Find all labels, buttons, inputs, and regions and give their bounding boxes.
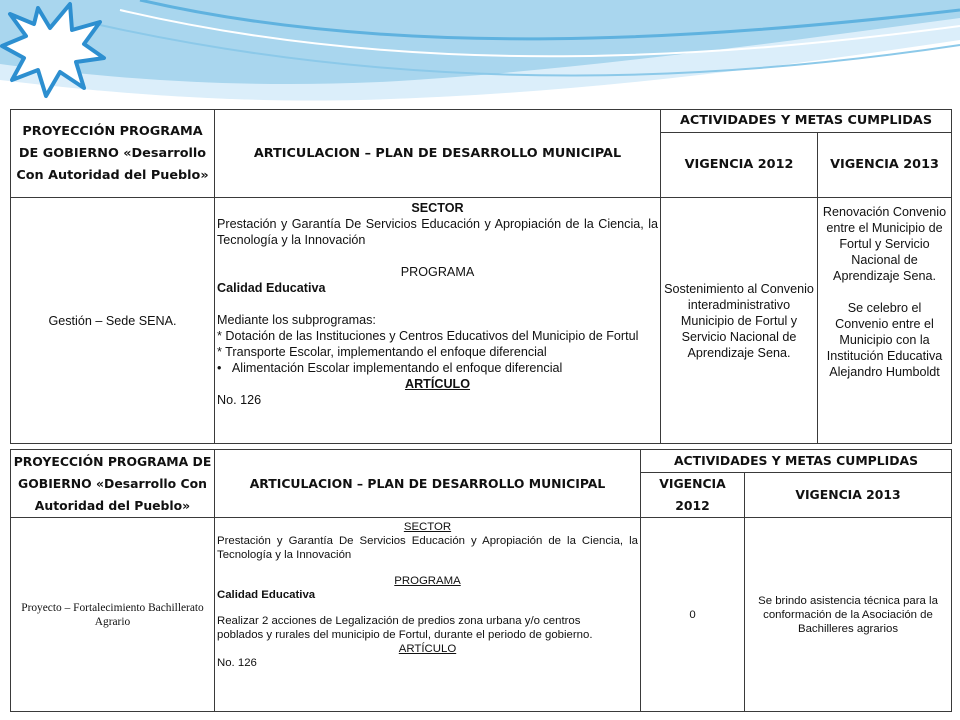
header-vigencia-2013: VIGENCIA 2013	[745, 473, 952, 518]
subprograma-3: • Alimentación Escolar implementando el enfoque diferencial	[217, 360, 658, 376]
articulo-title: ARTÍCULO	[404, 377, 471, 391]
starburst-icon	[0, 0, 110, 100]
vigencia-2013-value: Se brindo asistencia técnica para la conformación de la Asociación de Bachilleres agrarios	[745, 518, 952, 712]
programa-name: Calidad Educativa	[217, 589, 316, 601]
program-table-1	[10, 109, 952, 444]
project-name: Proyecto – Fortalecimiento Bachillerato Agrario	[11, 518, 215, 712]
programa-title: PROGRAMA	[394, 575, 461, 587]
header-vigencia-2012: VIGENCIA 2012	[661, 133, 818, 198]
subprogramas-intro: Mediante los subprogramas:	[217, 313, 376, 327]
articulation-cell	[215, 198, 661, 444]
vigencia-2012-value: 0	[641, 518, 745, 712]
header-wave-decoration	[0, 0, 960, 120]
articulo-title: ARTÍCULO	[398, 643, 457, 655]
header-program-projection: PROYECCIÓN PROGRAMA DE GOBIERNO «Desarrollo Con Autoridad del Pueblo»	[11, 450, 215, 518]
header-vigencia-2012: VIGENCIA 2012	[641, 473, 745, 518]
articulo-number: No. 126	[217, 393, 262, 407]
header-plan-articulation: ARTICULACION – PLAN DE DESARROLLO MUNICIPAL	[215, 110, 661, 198]
sector-text: Prestación y Garantía De Servicios Educación y Apropiación de la Ciencia, la Tecnología y la Innovación	[217, 217, 658, 247]
header-vigencia-2013: VIGENCIA 2013	[818, 133, 952, 198]
programa-title: PROGRAMA	[400, 265, 475, 279]
program-table-2	[10, 449, 952, 712]
sector-title: SECTOR	[403, 521, 452, 533]
vigencia-2012-value: Sostenimiento al Convenio interadministrativo Municipio de Fortul y Servicio Nacional de Aprendizaje Sena.	[661, 198, 818, 444]
sector-text: Prestación y Garantía De Servicios Educación y Apropiación de la Ciencia, la Tecnología y la Innovación	[217, 535, 638, 561]
articulation-cell	[215, 518, 641, 712]
header-plan-articulation: ARTICULACION – PLAN DE DESARROLLO MUNICIPAL	[215, 450, 641, 518]
acciones-text: Realizar 2 acciones de Legalización de predios zona urbana y/o centros poblados y rurales del municipio de Fortul, durante el periodo de gobierno.	[217, 615, 593, 641]
subprograma-2: * Transporte Escolar, implementando el enfoque diferencial	[217, 345, 547, 359]
programa-name: Calidad Educativa	[217, 281, 326, 295]
vigencia-2013-convenio: Se celebro el Convenio entre el Municipio con la Institución Educativa Alejandro Humboldt	[826, 301, 943, 379]
header-program-projection: PROYECCIÓN PROGRAMA DE GOBIERNO «Desarrollo Con Autoridad del Pueblo»	[11, 110, 215, 198]
vigencia-2013-cell	[818, 198, 952, 444]
vigencia-2013-renovacion: Renovación Convenio entre el Municipio de Fortul y Servicio Nacional de Aprendizaje Sena.	[822, 205, 947, 283]
project-name: Gestión – Sede SENA.	[11, 198, 215, 444]
header-activities-goals: ACTIVIDADES Y METAS CUMPLIDAS	[641, 450, 952, 473]
subprograma-1: * Dotación de las Instituciones y Centros Educativos del Municipio de Fortul	[217, 329, 639, 343]
header-activities-goals: ACTIVIDADES Y METAS CUMPLIDAS	[661, 110, 952, 133]
articulo-number: No. 126	[217, 657, 257, 669]
sector-title: SECTOR	[411, 201, 464, 215]
